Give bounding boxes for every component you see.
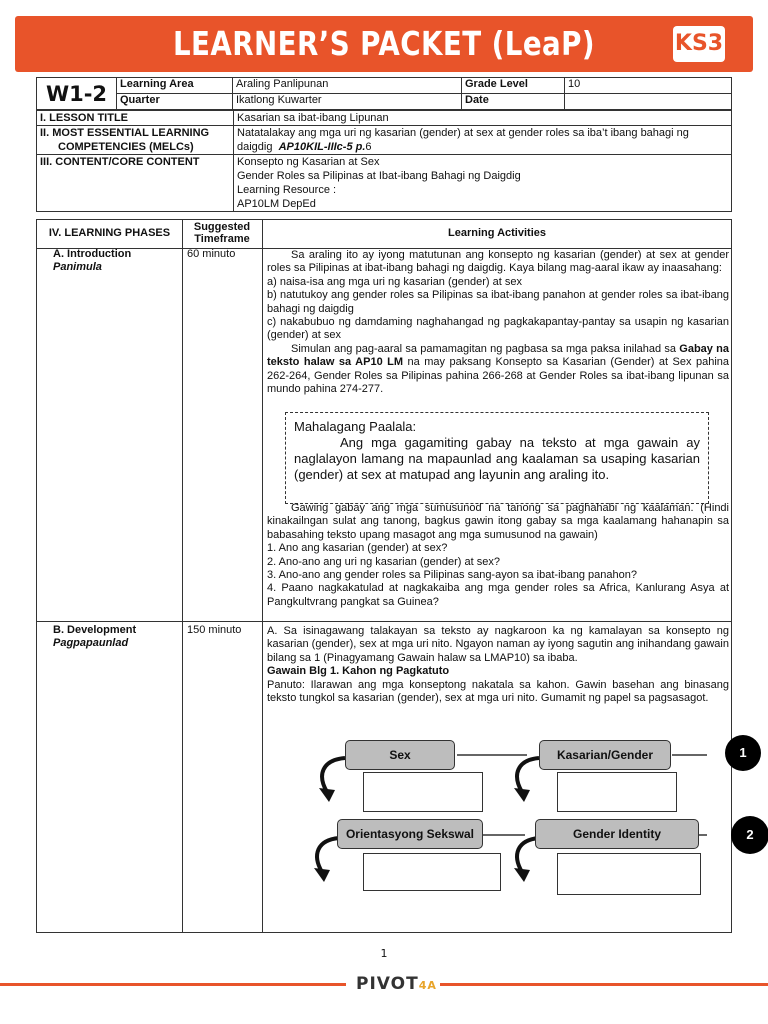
learning-phases-table (36, 219, 754, 933)
pivot-logo: PIVOT4A (356, 974, 437, 994)
lesson-title-label: I. LESSON TITLE (37, 111, 234, 126)
week-label: W1-2 (37, 78, 117, 110)
banner-title: LEARNER’S PACKET (LeaP) (172, 24, 596, 63)
answer-box (557, 772, 677, 812)
header-table (36, 77, 732, 110)
column-divider (182, 220, 183, 932)
sex-box: Sex (345, 740, 455, 770)
quarter-value: Ikatlong Kuwarter (233, 94, 462, 110)
reminder-title: Mahalagang Paalala: (294, 419, 417, 434)
footer-rule-right (440, 983, 768, 986)
activity-title: Gawain Blg 1. Kahon ng Pagkatuto (267, 665, 450, 678)
melc-code: AP10KIL-IIIc-5 p. (278, 141, 366, 153)
footer-rule-left (0, 983, 346, 986)
sexual-orientation-box: Orientasyong Sekswal (337, 819, 483, 849)
grade-level-value: 10 (565, 78, 732, 94)
gender-identity-box: Gender Identity (535, 819, 699, 849)
learning-area-label: Learning Area (117, 78, 233, 94)
list-item: 4. Paano nagkakatulad at nagkakaiba ang mga gender roles sa Africa, Kanlurang Asya at Pangkultvrang pangkat sa Guinea? (267, 582, 729, 608)
guide-questions: Gawing gabay ang mga sumusunod na tanong sa paghahabi ng kaalaman. (Hindi kinakailngan sulat ang tanong, bagkus gawin itong gabay sa mga kaalamang hahanapin sa babasahing teksto upang masagot ang mga sumusunod na gawain) 1. Ano ang kasarian (gender) at sex? 2. Ano-ano ang uri ng kasarian (gender) at sex? 3. Ano-ano ang gender roles sa Pilipinas sang-ayon sa ibat-ibang panahon? 4. Paano nagkakatulad at nagkakaiba ang mga gender roles sa Africa, Kanlurang Asya at Pangkultvrang pangkat sa Guinea? (267, 502, 729, 608)
melc-label: II. MOST ESSENTIAL LEARNING COMPETENCIES (MELCs) (37, 126, 234, 155)
row-divider (37, 621, 731, 622)
grade-level-label: Grade Level (462, 78, 565, 94)
gender-box: Kasarian/Gender (539, 740, 671, 770)
development-phase-label: B. Development Pagpapaunlad (53, 624, 137, 649)
number-badge-1: 1 (725, 735, 761, 771)
activities-header: Learning Activities (447, 227, 546, 239)
date-value (565, 94, 732, 110)
list-item: 2. Ano-ano ang uri ng kasarian (gender) at sex? (267, 555, 500, 568)
answer-box (363, 772, 483, 812)
content-value: Konsepto ng Kasarian at Sex Gender Roles sa Pilipinas at Ibat-ibang Bahagi ng Daigdig Learning Resource : AP10LM DepEd (234, 155, 732, 212)
learning-area-value: Araling Panlipunan (233, 78, 462, 94)
date-label: Date (462, 94, 565, 110)
list-item: 1. Ano ang kasarian (gender) at sex? (267, 542, 448, 555)
number-badge-2: 2 (731, 816, 768, 854)
answer-box (363, 853, 501, 891)
activity-instructions: Panuto: Ilarawan ang mga konseptong nakatala sa kahon. Gawin basehan ang binasang teksto tungkol sa kasarian (gender), sex at mga uri nito. Gumamit ng papel sa pagsasagot. (267, 678, 729, 705)
timeframe-header: Suggested Timeframe (193, 221, 251, 245)
development-time: 150 minuto (187, 624, 242, 636)
melc-value: Natatalakay ang mga uri ng kasarian (gender) at sex at gender roles sa iba’t ibang bahagi ng daigdig AP10KIL-IIIc-5 p.6 (234, 126, 732, 155)
content-label: III. CONTENT/CORE CONTENT (37, 155, 234, 212)
list-item: 3. Ano-ano ang gender roles sa Pilipinas sang-ayon sa ibat-ibang panahon? (267, 569, 637, 582)
lesson-info-table (36, 110, 732, 212)
phases-header: IV. LEARNING PHASES (48, 227, 171, 239)
reminder-text: Ang mga gagamiting gabay na teksto at mga gawain ay naglalayon lamang na mapaunlad ang kaalaman sa usaping kasarian (gender) at sex at matupad ang layunin ang araling ito. (294, 435, 700, 482)
page-banner (15, 16, 753, 72)
page-number: 1 (380, 947, 388, 960)
lesson-title-value: Kasarian sa ibat-ibang Lipunan (234, 111, 732, 126)
intro-phase-label: A. Introduction Panimula (53, 248, 132, 273)
development-text: A. Sa isinagawang talakayan sa teksto ay nagkaroon ka ng kamalayan sa konsepto ng kasarian (gender), sex at mga uri nito. Ngayon naman ay iyong sagutin ang inihandang gawain bilang sa 1 (Pinagyamang Gawain halaw sa LMAP10) sa ibaba. Gawain Blg 1. Kahon ng Pagkatuto Panuto: Ilarawan ang mga konseptong nakatala sa kahon. Gawin basehan ang binasang teksto tungkol sa kasarian (gender), sex at mga uri nito. Gumamit ng papel sa pagsasagot. (267, 625, 729, 705)
reminder-box (285, 412, 709, 504)
column-divider (262, 220, 263, 932)
intro-text: Sa araling ito ay iyong matutunan ang konsepto ng kasarian (gender) at sex at gender roles sa Pilipinas at ibat-ibang bahagi ng daigdig. Kaya bilang mag-aaral ikaw ay inaasahang: a) naisa-isa ang mga uri ng kasarian (gender) at sex b) natutukoy ang gender roles sa Pilipinas sa ibat-ibang panahon at gender roles sa ibat-ibang bahagi ng daigdig c) nakabubuo ng damdaming naghahangad ng pagkakapantay-pantay sa usapin ng kasarian (gender) at sex Simulan ang pag-aaral sa pamamagitan ng pagbasa sa mga paksa inilahad sa Gabay na teksto halaw sa AP10 LM na may paksang Konsepto sa Kasarian (Gender) at Sex pahina 262-264, Gender Roles sa Pilipinas pahina 266-268 at Gender Roles sa ibat-ibang lipunan sa mundo pahina 274-277. (267, 249, 730, 396)
concept-diagram (267, 730, 754, 910)
quarter-label: Quarter (117, 94, 233, 110)
ks-badge: KS3 (673, 26, 725, 62)
intro-time: 60 minuto (187, 248, 236, 260)
answer-box (557, 853, 701, 895)
